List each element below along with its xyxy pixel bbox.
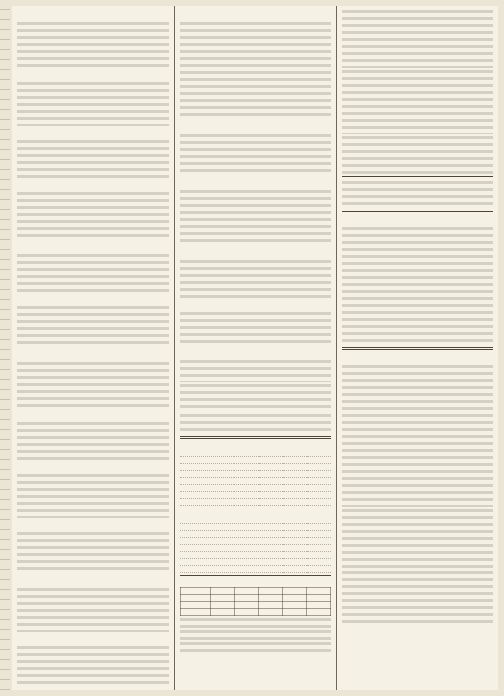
ad-body — [342, 225, 493, 345]
table-cell — [180, 485, 234, 492]
article-paragraph — [342, 68, 493, 134]
table-cell — [259, 595, 283, 602]
article-paragraph — [17, 80, 169, 126]
article-heading — [17, 519, 169, 528]
table-cell — [307, 588, 331, 595]
table-cell — [283, 588, 307, 595]
table-cell — [259, 602, 283, 609]
section-paragraph — [180, 310, 331, 346]
table-row — [180, 552, 331, 559]
table-cell — [235, 602, 259, 609]
table-cell — [235, 595, 259, 602]
closing-paragraph — [180, 628, 331, 640]
table-cell — [307, 552, 331, 559]
table-cell — [307, 492, 331, 499]
table-cell — [180, 559, 283, 566]
table-cell — [283, 602, 307, 609]
article-heading — [17, 241, 169, 250]
article-heading — [17, 575, 169, 584]
table-cell — [234, 471, 258, 478]
divider — [342, 176, 493, 177]
table-cell — [259, 457, 283, 464]
table-cell — [283, 471, 307, 478]
table-cell — [211, 609, 235, 616]
notice-paragraph — [342, 179, 493, 209]
table-cell — [283, 609, 307, 616]
table-cell — [259, 485, 283, 492]
table-cell — [234, 464, 258, 471]
ad-heading — [342, 215, 493, 224]
table-cell — [307, 602, 331, 609]
section-paragraph — [180, 412, 331, 434]
paragraph — [180, 20, 331, 90]
divider — [342, 347, 493, 350]
table-cell — [180, 531, 283, 538]
table-cell — [283, 595, 307, 602]
table-cell — [211, 588, 235, 595]
table-cell — [307, 609, 331, 616]
article-paragraph — [17, 20, 169, 68]
table-row — [181, 595, 331, 602]
closing-paragraph — [180, 640, 331, 652]
table-cell — [180, 566, 283, 573]
article-paragraph — [17, 472, 169, 518]
weather-table — [180, 587, 331, 616]
table-cell — [283, 538, 307, 545]
article-paragraph — [342, 433, 493, 507]
table-cell — [307, 464, 331, 471]
divider — [180, 436, 331, 439]
table-cell — [307, 485, 331, 492]
table-cell — [283, 566, 307, 573]
table-cell — [307, 595, 331, 602]
table-row — [180, 492, 331, 499]
table-cell — [283, 464, 307, 471]
article-heading — [17, 349, 169, 358]
table-cell — [181, 588, 211, 595]
table-cell — [283, 485, 307, 492]
table-cell — [283, 499, 307, 506]
table-cell — [307, 471, 331, 478]
article-paragraph — [342, 363, 493, 433]
market-table — [180, 450, 331, 506]
table-row — [180, 478, 331, 485]
article-paragraph — [17, 644, 169, 684]
table-cell — [307, 545, 331, 552]
article-heading — [17, 461, 169, 470]
article-heading — [17, 179, 169, 188]
table-cell — [180, 471, 234, 478]
table-row — [180, 538, 331, 545]
table-cell — [307, 478, 331, 485]
article-paragraph — [342, 8, 493, 68]
table-cell — [283, 531, 307, 538]
newspaper-page — [12, 6, 498, 690]
column-2 — [174, 6, 336, 690]
article-heading — [17, 293, 169, 302]
section-heading — [180, 347, 331, 356]
table-cell — [259, 492, 283, 499]
article-heading — [17, 127, 169, 136]
article-paragraph — [17, 420, 169, 460]
divider — [180, 575, 331, 576]
table-cell — [283, 559, 307, 566]
table-row — [181, 588, 331, 595]
table-row — [181, 609, 331, 616]
page-edge-marks — [0, 0, 10, 696]
table-row — [180, 524, 331, 531]
table-cell — [307, 559, 331, 566]
table-cell — [259, 471, 283, 478]
table-cell — [259, 464, 283, 471]
table-row — [180, 559, 331, 566]
article-paragraph — [17, 586, 169, 632]
schaffhausen-heading — [342, 352, 493, 361]
table-cell — [259, 609, 283, 616]
section-paragraph — [180, 258, 331, 298]
table-cell — [234, 485, 258, 492]
article-heading — [17, 409, 169, 418]
section-paragraph — [180, 132, 331, 176]
table-cell — [307, 499, 331, 506]
table-cell — [181, 609, 211, 616]
article-heading — [17, 9, 169, 18]
article-paragraph — [17, 360, 169, 408]
table-cell — [180, 478, 234, 485]
article-paragraph — [342, 507, 493, 569]
table-cell — [307, 566, 331, 573]
table-cell — [307, 457, 331, 464]
table-cell — [180, 538, 283, 545]
section-heading — [180, 247, 331, 256]
table-cell — [234, 457, 258, 464]
table-cell — [180, 545, 283, 552]
table-row — [180, 545, 331, 552]
column-3 — [336, 6, 498, 690]
section-paragraph — [180, 358, 331, 382]
table-cell — [259, 499, 283, 506]
weather-table-title — [180, 578, 331, 586]
table-cell — [307, 531, 331, 538]
article-paragraph — [17, 304, 169, 348]
divider — [342, 211, 493, 212]
article-heading — [17, 633, 169, 642]
table-cell — [180, 499, 234, 506]
table-cell — [259, 478, 283, 485]
table-cell — [180, 492, 234, 499]
table-cell — [234, 499, 258, 506]
section-heading — [180, 299, 331, 308]
market-table-title — [180, 441, 331, 449]
section-paragraph — [180, 188, 331, 246]
table-cell — [307, 524, 331, 531]
closing-paragraph — [180, 616, 331, 628]
table-cell — [180, 524, 283, 531]
table-row — [180, 499, 331, 506]
table-cell — [211, 595, 235, 602]
table-cell — [180, 457, 234, 464]
table-cell — [234, 492, 258, 499]
table-row — [181, 602, 331, 609]
table-cell — [235, 609, 259, 616]
section-paragraph — [180, 90, 331, 120]
column-1 — [12, 6, 174, 690]
article-paragraph — [342, 134, 493, 174]
article-paragraph — [17, 190, 169, 240]
table-cell — [283, 478, 307, 485]
table-cell — [283, 552, 307, 559]
table-cell — [181, 602, 211, 609]
table-row — [180, 531, 331, 538]
heading-bahnen — [180, 9, 331, 18]
section-heading — [180, 177, 331, 186]
table-cell — [180, 464, 234, 471]
table-row — [180, 566, 331, 573]
article-paragraph — [17, 530, 169, 574]
table-cell — [181, 595, 211, 602]
table-cell — [180, 552, 283, 559]
table-cell — [259, 588, 283, 595]
article-paragraph — [17, 138, 169, 178]
section-heading — [180, 121, 331, 130]
article-heading — [17, 69, 169, 78]
table-cell — [234, 478, 258, 485]
table-cell — [283, 492, 307, 499]
table-cell — [235, 588, 259, 595]
table-row — [180, 457, 331, 464]
table-cell — [211, 602, 235, 609]
table-cell — [283, 457, 307, 464]
article-paragraph — [17, 252, 169, 292]
table-row — [180, 485, 331, 492]
section-paragraph — [180, 382, 331, 412]
table-cell — [283, 524, 307, 531]
table-row — [180, 464, 331, 471]
table-row — [180, 471, 331, 478]
fruit-table-title — [180, 508, 331, 516]
table-cell — [307, 538, 331, 545]
fruit-table — [180, 517, 331, 573]
table-cell — [283, 545, 307, 552]
article-paragraph — [342, 569, 493, 623]
